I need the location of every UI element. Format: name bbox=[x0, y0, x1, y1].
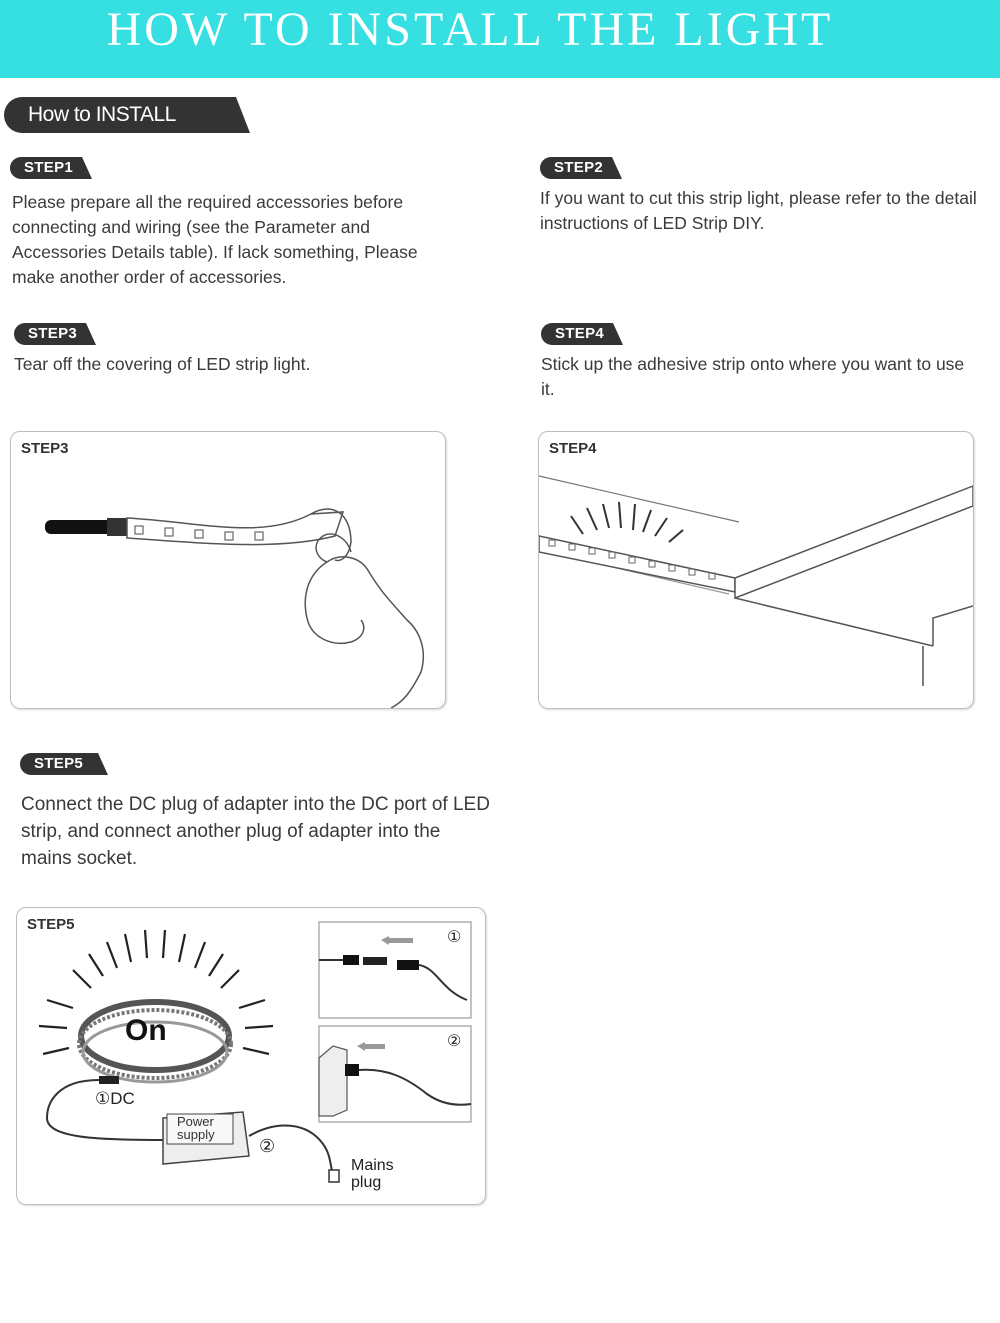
step4-panel-label: STEP4 bbox=[549, 440, 597, 457]
mains-label-2: plug bbox=[351, 1174, 382, 1191]
stick-strip-illustration bbox=[539, 432, 973, 708]
ac-marker: ② bbox=[259, 1136, 276, 1156]
page-title: HOW TO INSTALL THE LIGHT bbox=[106, 3, 834, 56]
step4-tag bbox=[541, 323, 623, 345]
step1-text: Please prepare all the required accessories before connecting and wiring (see the Parameter and Accessories Details table). If lack something, Please make another order of accessories. bbox=[12, 192, 418, 287]
step1-tag bbox=[10, 157, 92, 179]
inset1-marker: ① bbox=[447, 929, 462, 946]
step3-panel-label: STEP3 bbox=[21, 440, 69, 457]
step2-tag bbox=[540, 157, 622, 179]
step3-illustration-panel bbox=[10, 431, 446, 709]
step1-tag-label: STEP1 bbox=[24, 159, 74, 176]
header-banner bbox=[0, 0, 1000, 78]
power-supply-label-1: Power bbox=[177, 1114, 214, 1129]
step5-panel-label: STEP5 bbox=[27, 916, 75, 933]
inset2-marker: ② bbox=[447, 1033, 462, 1050]
step2-tag-label: STEP2 bbox=[554, 159, 604, 176]
step4-text: Stick up the adhesive strip onto where you want to use it. bbox=[541, 354, 965, 399]
peel-strip-illustration bbox=[11, 432, 445, 708]
dc-label: ①DC bbox=[95, 1089, 135, 1108]
step3-tag-label: STEP3 bbox=[28, 325, 78, 342]
step5-text: Connect the DC plug of adapter into the DC port of LED strip, and connect another plug of adapter into the mains socket. bbox=[21, 794, 490, 869]
step4-tag-label: STEP4 bbox=[555, 325, 605, 342]
section-title: How to INSTALL bbox=[28, 103, 176, 126]
mains-label-1: Mains bbox=[351, 1157, 394, 1174]
power-supply-label-2: supply bbox=[177, 1127, 215, 1142]
step4-illustration-panel bbox=[538, 431, 974, 709]
step5-tag-label: STEP5 bbox=[34, 755, 84, 772]
step3-text: Tear off the covering of LED strip light. bbox=[14, 354, 311, 374]
step5-tag bbox=[20, 753, 108, 775]
step3-tag bbox=[14, 323, 96, 345]
connection-illustration bbox=[17, 908, 485, 1204]
section-title-badge bbox=[4, 97, 250, 133]
step5-illustration-panel bbox=[16, 907, 486, 1205]
step2-text: If you want to cut this strip light, please refer to the detail instructions of LED Strip DIY. bbox=[540, 188, 977, 233]
on-label: On bbox=[125, 1014, 167, 1047]
